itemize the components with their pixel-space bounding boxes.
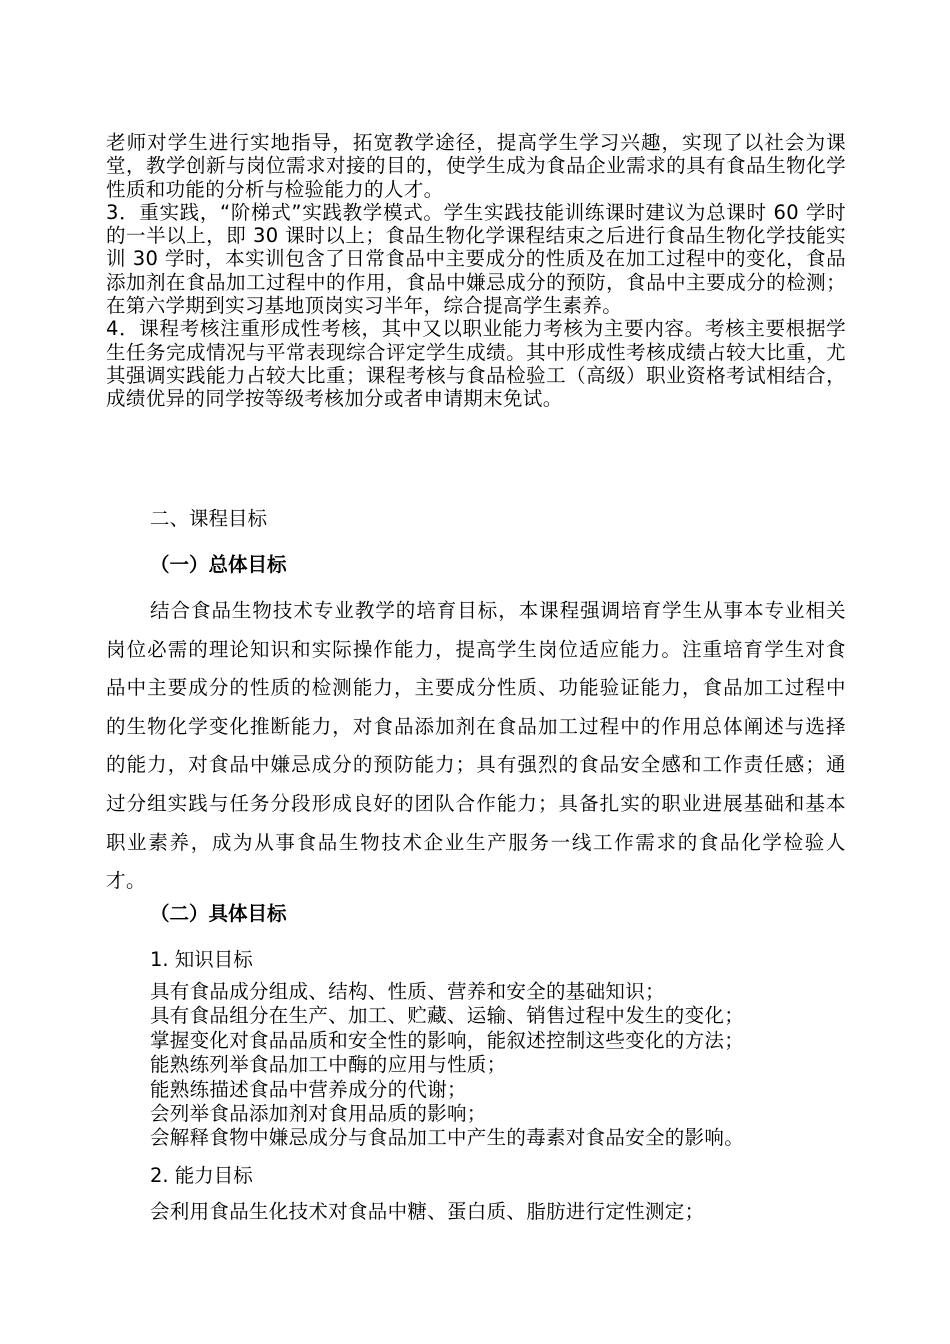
knowledge-goal-list [150, 980, 850, 1151]
list-item: 掌握变化对食品品质和安全性的影响，能叙述控制这些变化的方法； [150, 1028, 745, 1052]
course-design-points [106, 131, 846, 411]
specific-goal-title: （二）具体目标 [150, 902, 287, 925]
point-3-practice: 3．重实践，“阶梯式”实践教学模式。学生实践技能训练课时建议为总课时 60 学时的一半以上，即 30 课时以上；食品生物化学课程结束之后进行食品生物化学技能实训 30 学时，本实训包含了日常食品中主要成分的性质及在加工过程中的变化，食品添加剂在食品加工过程中的作用，食品中嫌忌成分的预防，食品中主要成分的检测；在第六学期到实习基地顶岗实习半年，综合提高学生素养。 [106, 200, 846, 318]
section-2-title: 二、课程目标 [150, 507, 268, 530]
point-4-assessment: 4．课程考核注重形成性考核，其中又以职业能力考核为主要内容。考核主要根据学生任务完成情况与平常表现综合评定学生成绩。其中形成性考核成绩占较大比重，尤其强调实践能力占较大比重；课程考核与食品检验工（高级）职业资格考试相结合，成绩优异的同学按等级考核加分或者申请期末免试。 [106, 317, 846, 411]
list-item: 能熟练描述食品中营养成分的代谢； [150, 1077, 467, 1101]
ability-goal-item: 会利用食品生化技术对食品中糖、蛋白质、脂肪进行定性测定； [150, 1200, 705, 1223]
list-item: 具有食品组分在生产、加工、贮藏、运输、销售过程中发生的变化； [150, 1004, 745, 1028]
list-item: 会解释食物中嫌忌成分与食品加工中产生的毒素对食品安全的影响。 [150, 1126, 745, 1150]
knowledge-goal-title: 1. 知识目标 [150, 948, 253, 971]
ability-goal-title: 2. 能力目标 [150, 1164, 253, 1187]
continuation-paragraph: 老师对学生进行实地指导，拓宽教学途径，提高学生学习兴趣，实现了以社会为课堂，教学创新与岗位需求对接的目的，使学生成为食品企业需求的具有食品生物化学性质和功能的分析与检验能力的人才。 [106, 131, 846, 201]
list-item: 能熟练列举食品加工中酶的应用与性质； [150, 1053, 507, 1077]
overall-goal-title: （一）总体目标 [150, 553, 287, 576]
overall-goal-text: 结合食品生物技术专业教学的培育目标，本课程强调培育学生从事本专业相关岗位必需的理论知识和实际操作能力，提高学生岗位适应能力。注重培育学生对食品中主要成分的性质的检测能力，主要成分性质、功能验证能力，食品加工过程中的生物化学变化推断能力，对食品添加剂在食品加工过程中的作用总体阐述与选择的能力，对食品中嫌忌成分的预防能力；具有强烈的食品安全感和工作责任感；通过分组实践与任务分段形成良好的团队合作能力；具备扎实的职业进展基础和基本职业素养，成为从事食品生物技术企业生产服务一线工作需求的食品化学检验人才。 [106, 599, 846, 893]
list-item: 具有食品成分组成、结构、性质、营养和安全的基础知识； [150, 980, 665, 1003]
list-item: 会列举食品添加剂对食用品质的影响； [150, 1102, 487, 1126]
